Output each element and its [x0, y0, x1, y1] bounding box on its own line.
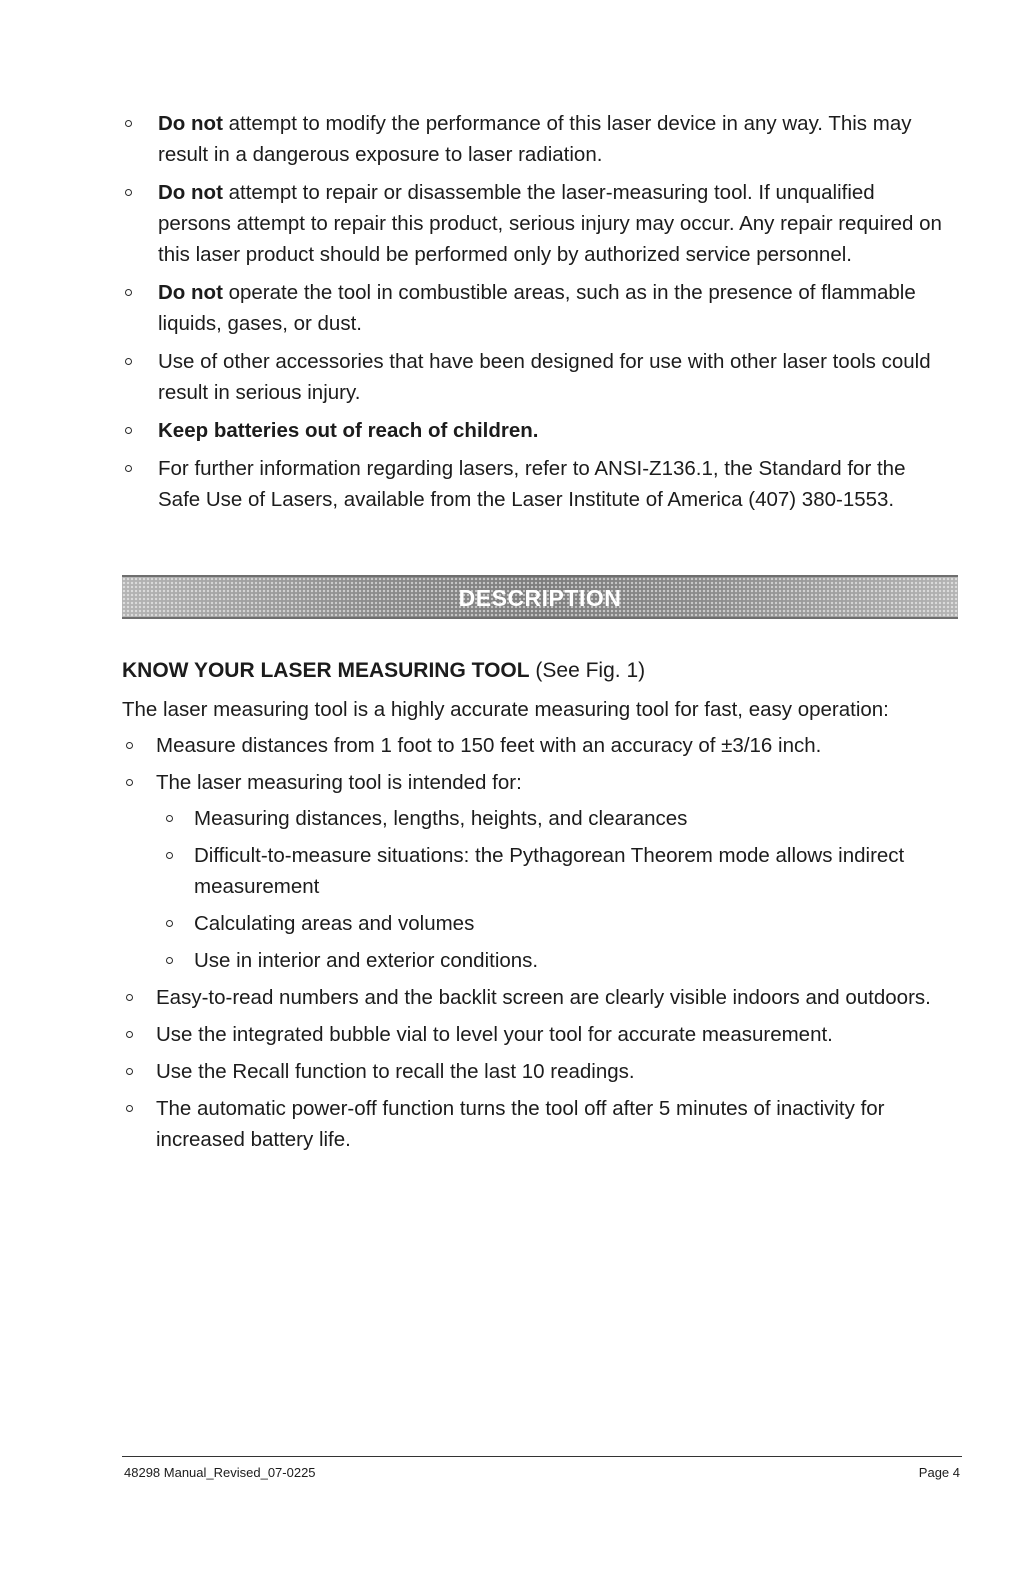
safety-item-emphasis: Do not	[158, 281, 223, 304]
safety-item-text: Use of other accessories that have been designed for use with other laser tools could result in serious injury.	[158, 350, 931, 404]
safety-item-emphasis: Keep batteries out of reach of children.	[158, 419, 539, 442]
use-item	[158, 840, 962, 902]
bullet-icon	[126, 779, 133, 786]
use-item	[158, 803, 962, 834]
footer-document-id: 48298 Manual_Revised_07-0225	[124, 1465, 316, 1480]
safety-item	[122, 277, 952, 339]
safety-item-emphasis: Do not	[158, 181, 223, 204]
bullet-icon	[166, 852, 173, 859]
safety-item-text: attempt to modify the performance of this laser device in any way. This may result in a dangerous exposure to laser radiation.	[158, 112, 912, 166]
use-item	[158, 945, 962, 976]
bullet-icon	[166, 957, 173, 964]
bullet-icon	[166, 815, 173, 822]
intended-uses-list	[156, 803, 962, 976]
bullet-icon	[126, 1031, 133, 1038]
bullet-icon	[126, 1068, 133, 1075]
description-banner	[122, 575, 958, 619]
intro-paragraph: The laser measuring tool is a highly accurate measuring tool for fast, easy operation:	[122, 698, 889, 721]
feature-item	[122, 730, 962, 761]
footer-page-number: Page 4	[918, 1465, 960, 1480]
feature-item	[122, 1056, 962, 1087]
feature-item	[122, 767, 962, 976]
feature-text: Use the integrated bubble vial to level your tool for accurate measurement.	[156, 1023, 833, 1046]
feature-text: The laser measuring tool is intended for:	[156, 771, 522, 794]
safety-item	[122, 177, 952, 270]
feature-text: The automatic power-off function turns the tool off after 5 minutes of inactivity for increased battery life.	[156, 1097, 885, 1151]
footer-divider	[122, 1456, 962, 1457]
feature-text: Use the Recall function to recall the last 10 readings.	[156, 1060, 635, 1083]
bullet-icon	[125, 358, 132, 365]
safety-item-text: For further information regarding lasers, refer to ANSI-Z136.1, the Standard for the Safe Use of Lasers, available from the Laser Institute of America (407) 380-1553.	[158, 457, 906, 511]
bullet-icon	[126, 994, 133, 1001]
section-heading-title: KNOW YOUR LASER MEASURING TOOL	[122, 659, 530, 682]
feature-text: Easy-to-read numbers and the backlit screen are clearly visible indoors and outdoors.	[156, 986, 931, 1009]
feature-item	[122, 982, 962, 1013]
bullet-icon	[125, 289, 132, 296]
bullet-icon	[166, 920, 173, 927]
bullet-icon	[126, 742, 133, 749]
bullet-icon	[125, 427, 132, 434]
bullet-icon	[125, 120, 132, 127]
use-item	[158, 908, 962, 939]
use-text: Use in interior and exterior conditions.	[194, 949, 539, 972]
bullet-icon	[126, 1105, 133, 1112]
features-list	[122, 730, 962, 1161]
safety-item-emphasis: Do not	[158, 112, 223, 135]
safety-warnings-list	[122, 108, 952, 522]
use-text: Difficult-to-measure situations: the Pythagorean Theorem mode allows indirect measurement	[194, 844, 905, 898]
safety-item-text: attempt to repair or disassemble the laser-measuring tool. If unqualified persons attempt to repair this product, serious injury may occur. Any repair required on this laser product should be performed only by authorized service personnel.	[158, 181, 942, 266]
bullet-icon	[125, 465, 132, 472]
section-heading	[122, 656, 645, 686]
safety-item	[122, 346, 952, 408]
use-text: Measuring distances, lengths, heights, and clearances	[194, 807, 688, 830]
section-heading-figure-ref: (See Fig. 1)	[529, 659, 646, 682]
feature-item	[122, 1093, 962, 1155]
feature-text: Measure distances from 1 foot to 150 feet with an accuracy of ±3/16 inch.	[156, 734, 822, 757]
bullet-icon	[125, 189, 132, 196]
feature-item	[122, 1019, 962, 1050]
safety-item	[122, 108, 952, 170]
safety-item	[122, 453, 952, 515]
use-text: Calculating areas and volumes	[194, 912, 475, 935]
safety-item	[122, 415, 952, 446]
safety-item-text: operate the tool in combustible areas, such as in the presence of flammable liquids, gases, or dust.	[158, 281, 916, 335]
banner-title: DESCRIPTION	[458, 585, 622, 611]
